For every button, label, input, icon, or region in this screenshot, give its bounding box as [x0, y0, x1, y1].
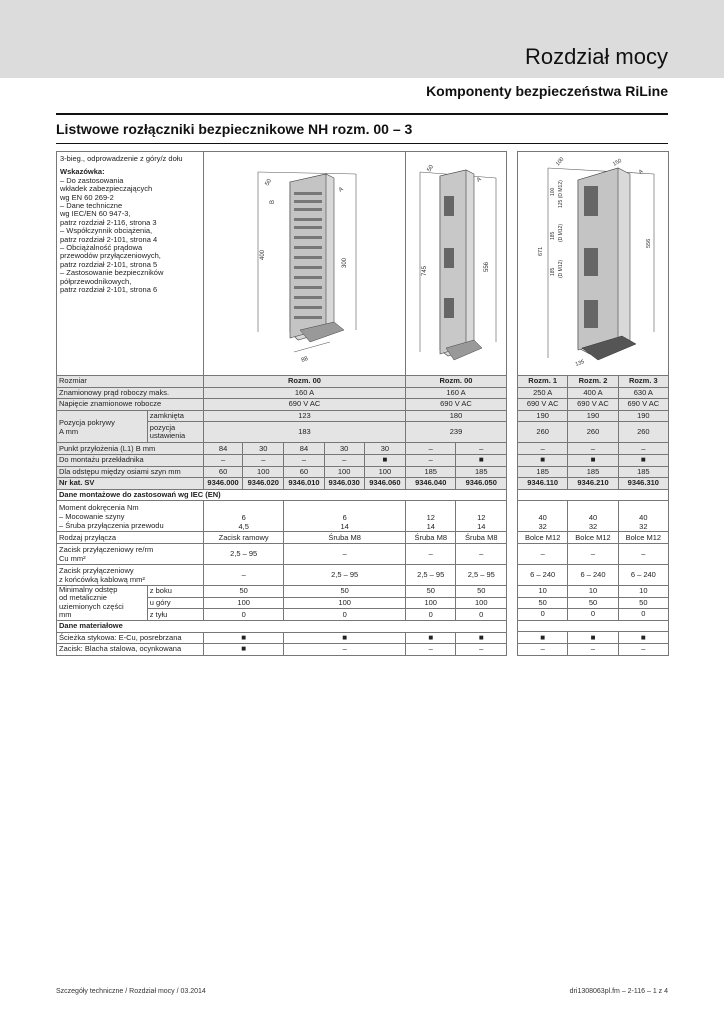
row-label: Punkt przyłożenia (L1) B mm: [57, 443, 204, 455]
row-label: Znamionowy prąd roboczy maks.: [57, 387, 204, 399]
dim-label: 556: [646, 238, 652, 248]
catalog-number: 9346.110: [518, 478, 568, 490]
cell: 160 A: [203, 387, 405, 399]
cell: 50: [618, 597, 668, 609]
dim-label: 50: [426, 164, 436, 173]
cell: –: [568, 643, 618, 655]
row-label: Rodzaj przyłącza: [57, 532, 204, 544]
cell: –: [518, 643, 568, 655]
cell: 40 32: [568, 501, 618, 532]
cell: –: [405, 443, 456, 455]
dim-label: 50: [264, 178, 274, 187]
row-label: Zacisk przyłączeniowy z końcówką kablową mm²: [57, 564, 204, 585]
cell: –: [618, 443, 668, 455]
catalog-number: 9346.010: [284, 478, 324, 490]
note-line: półprzewodnikowych,: [60, 276, 132, 286]
cell: 100: [243, 466, 284, 478]
catalog-number: 9346.030: [324, 478, 364, 490]
switch-drawing-1: [204, 152, 405, 372]
divider: [56, 113, 668, 115]
note-line: – Do zastosowania: [60, 175, 124, 185]
cell: 2,5 – 95: [284, 564, 406, 585]
note-intro: 3-bieg., odprowadzenie z góry/z dołu: [60, 154, 183, 163]
dim-label: 150: [612, 157, 623, 168]
note-line: wg EN 60 269-2: [60, 192, 114, 202]
dim-label: 185: [550, 231, 556, 240]
cell: 50: [518, 597, 568, 609]
note-title: Wskazówka:: [60, 167, 105, 177]
cell: 60: [284, 466, 324, 478]
cell: 260: [618, 422, 668, 443]
cell: Śruba M8: [405, 532, 456, 544]
cell: 30: [243, 443, 284, 455]
note-line: – Współczynnik obciążenia,: [60, 226, 153, 236]
row-label: Rozmiar: [57, 376, 204, 388]
row-sublabel: zamknięta: [147, 410, 203, 422]
drawing-size00-a: [203, 152, 405, 376]
switch-drawing-3: [518, 152, 668, 372]
dim-label: A: [638, 168, 645, 176]
catalog-number: 9346.050: [456, 478, 507, 490]
cell: 84: [284, 443, 324, 455]
cell: 60: [203, 466, 242, 478]
row-label: Zacisk: Blacha stalowa, ocynkowana: [57, 644, 204, 656]
row-label: Zacisk przyłączeniowy re/rm Cu mm²: [57, 543, 204, 564]
cell: ■: [568, 454, 618, 466]
section-spacer: [518, 489, 669, 501]
dim-label: (D M12): [558, 223, 564, 242]
row-label: Dla odstępu między osiami szyn mm: [57, 466, 204, 478]
dim-label: B: [269, 199, 276, 204]
cell: 6 4,5: [203, 501, 283, 532]
note-line: patrz rozdział 2-101, strona 6: [60, 285, 158, 295]
cell: 50: [284, 585, 406, 597]
cell: –: [284, 543, 406, 564]
cell: –: [284, 644, 406, 656]
cell: ■: [203, 632, 283, 644]
cell: ■: [618, 632, 668, 644]
cell: 690 V AC: [405, 399, 506, 411]
footer-left: Szczegóły techniczne / Rozdział mocy / 03.2014: [56, 988, 206, 995]
cell: –: [405, 543, 456, 564]
size-header: Rozm. 00: [405, 376, 506, 388]
note-line: wkładek zabezpieczających: [60, 184, 153, 194]
section-heading: Dane materiałowe: [57, 620, 507, 632]
note-line: – Obciążalność prądowa: [60, 243, 143, 253]
cell: 690 V AC: [518, 399, 568, 411]
drawing-size00-b: [405, 152, 506, 376]
cell: –: [324, 454, 364, 466]
cell: 690 V AC: [203, 399, 405, 411]
cell: –: [568, 443, 618, 455]
row-sublabel: z tyłu: [147, 609, 203, 621]
note-line: patrz rozdział 2-101, strona 5: [60, 259, 158, 269]
cell: 260: [568, 422, 618, 443]
cell: 10: [518, 585, 568, 597]
cell: –: [243, 454, 284, 466]
cell: 160 A: [405, 387, 506, 399]
cell: –: [618, 543, 668, 564]
cell: 10: [568, 585, 618, 597]
cell: ■: [568, 632, 618, 644]
dim-label: 300: [341, 257, 348, 268]
cell: 12 14: [456, 501, 507, 532]
size-header: Rozm. 00: [203, 376, 405, 388]
row-sublabel: pozycja ustawienia: [147, 422, 203, 443]
cell: 50: [203, 585, 283, 597]
cell: –: [456, 644, 507, 656]
dim-label: (D M12): [558, 259, 564, 278]
cell: 40 32: [618, 501, 668, 532]
row-label: Pozycja pokrywy A mm: [57, 410, 148, 443]
size-header: Rozm. 1: [518, 376, 568, 388]
cell: ■: [456, 454, 507, 466]
cell: 0: [618, 609, 668, 621]
cell: 30: [364, 443, 405, 455]
note-line: wg IEC/EN 60 947-3,: [60, 209, 131, 219]
cell: 12 14: [405, 501, 456, 532]
cell: –: [456, 443, 507, 455]
catalog-number: 9346.060: [364, 478, 405, 490]
cell: 0: [456, 609, 507, 621]
cell: ■: [203, 644, 283, 656]
row-label: Ścieżka stykowa: E-Cu, posrebrzana: [57, 632, 204, 644]
dim-label: 745: [421, 265, 428, 276]
dim-label: 135: [574, 359, 586, 368]
cell: 180: [405, 410, 506, 422]
cell: ■: [405, 632, 456, 644]
size-header: Rozm. 2: [568, 376, 618, 388]
cell: 6 14: [284, 501, 406, 532]
cell: 2,5 – 95: [405, 564, 456, 585]
note-line: patrz rozdział 2-116, strona 3: [60, 217, 157, 227]
dim-label: 125 (D M12): [558, 180, 564, 208]
cell: 123: [203, 410, 405, 422]
cell: 2,5 – 95: [456, 564, 507, 585]
footer-right: dri1308063pl.fm – 2-116 – 1 z 4: [569, 988, 668, 995]
row-sublabel: u góry: [147, 597, 203, 609]
cell: 185: [405, 466, 456, 478]
right-spec-table: [517, 151, 669, 656]
cell: ■: [364, 454, 405, 466]
size-header: Rozm. 3: [618, 376, 668, 388]
note-line: – Zastosowanie bezpieczników: [60, 268, 164, 278]
cell: Bolce M12: [618, 532, 668, 544]
cell: 50: [456, 585, 507, 597]
cell: 6 – 240: [568, 564, 618, 585]
dim-label: 100: [550, 187, 556, 196]
cell: 0: [518, 609, 568, 621]
cell: 100: [324, 466, 364, 478]
page-title: Listwowe rozłączniki bezpiecznikowe NH rozm. 00 – 3: [56, 121, 413, 137]
cell: 50: [405, 585, 456, 597]
catalog-number: 9346.040: [405, 478, 456, 490]
row-label: Napięcie znamionowe robocze: [57, 399, 204, 411]
cell: Bolce M12: [568, 532, 618, 544]
cell: 2,5 – 95: [203, 543, 283, 564]
dim-label: 100: [554, 156, 566, 168]
cell: Bolce M12: [518, 532, 568, 544]
cell: Śruba M8: [456, 532, 507, 544]
dim-label: 556: [483, 261, 490, 272]
cell: 6 – 240: [518, 564, 568, 585]
cell: 185: [518, 466, 568, 478]
dim-label: 88: [300, 355, 309, 364]
catalog-number: 9346.020: [243, 478, 284, 490]
cell: 400 A: [568, 387, 618, 399]
cell: 0: [568, 609, 618, 621]
left-spec-table: [56, 151, 507, 656]
cell: 40 32: [518, 501, 568, 532]
dim-label: 185: [550, 267, 556, 276]
section-heading: Dane montażowe do zastosowań wg IEC (EN): [57, 489, 507, 501]
cell: –: [456, 543, 507, 564]
dim-label: 671: [538, 246, 544, 256]
cell: –: [405, 644, 456, 656]
catalog-number: 9346.310: [618, 478, 668, 490]
cell: –: [284, 454, 324, 466]
cell: 183: [203, 422, 405, 443]
section-spacer: [518, 620, 669, 632]
cell: 260: [518, 422, 568, 443]
cell: 6 – 240: [618, 564, 668, 585]
section-subtitle: Komponenty bezpieczeństwa RiLine: [426, 83, 668, 99]
cell: ■: [518, 632, 568, 644]
cell: 0: [203, 609, 283, 621]
dim-label: A: [475, 176, 483, 184]
cell: 630 A: [618, 387, 668, 399]
note-line: patrz rozdział 2-101, strona 4: [60, 234, 158, 244]
note-line: – Dane techniczne: [60, 201, 123, 211]
cell: Zacisk ramowy: [203, 532, 283, 544]
cell: 84: [203, 443, 242, 455]
cell: 190: [618, 410, 668, 422]
cell: 100: [456, 597, 507, 609]
cell: –: [203, 564, 283, 585]
drawing-size1-3: [518, 152, 669, 376]
cell: ■: [518, 454, 568, 466]
cell: 190: [568, 410, 618, 422]
row-label: Minimalny odstęp od metalicznie uziemionych części mm: [57, 585, 148, 620]
cell: 100: [284, 597, 406, 609]
cell: 250 A: [518, 387, 568, 399]
chapter-title: Rozdział mocy: [524, 44, 668, 69]
cell: 690 V AC: [618, 399, 668, 411]
cell: 100: [203, 597, 283, 609]
cell: 690 V AC: [568, 399, 618, 411]
cell: 50: [568, 597, 618, 609]
cell: 185: [618, 466, 668, 478]
row-label: Do montażu przekładnika: [57, 454, 204, 466]
cell: 100: [364, 466, 405, 478]
cell: 30: [324, 443, 364, 455]
cell: 10: [618, 585, 668, 597]
cell: –: [518, 443, 568, 455]
switch-drawing-2: [406, 152, 506, 372]
cell: 185: [456, 466, 507, 478]
note-line: przewodów przyłączeniowych,: [60, 251, 161, 261]
cell: –: [568, 543, 618, 564]
cell: –: [518, 543, 568, 564]
cell: –: [405, 454, 456, 466]
row-label: Nr kat. SV: [57, 478, 204, 490]
cell: 185: [568, 466, 618, 478]
cell: ■: [284, 632, 406, 644]
catalog-number: 9346.210: [568, 478, 618, 490]
row-sublabel: z boku: [147, 585, 203, 597]
divider: [56, 143, 668, 144]
cell: –: [618, 643, 668, 655]
dim-label: A: [337, 186, 345, 194]
catalog-number: 9346.000: [203, 478, 242, 490]
dim-label: 400: [259, 249, 266, 260]
cell: 100: [405, 597, 456, 609]
cell: Śruba M8: [284, 532, 406, 544]
cell: 0: [405, 609, 456, 621]
cell: 0: [284, 609, 406, 621]
cell: ■: [456, 632, 507, 644]
cell: ■: [618, 454, 668, 466]
cell: 190: [518, 410, 568, 422]
cell: 239: [405, 422, 506, 443]
notes-cell: [57, 152, 204, 376]
cell: –: [203, 454, 242, 466]
row-label: Moment dokręcenia Nm – Mocowanie szyny – Śruba przyłączenia przewodu: [57, 501, 204, 532]
